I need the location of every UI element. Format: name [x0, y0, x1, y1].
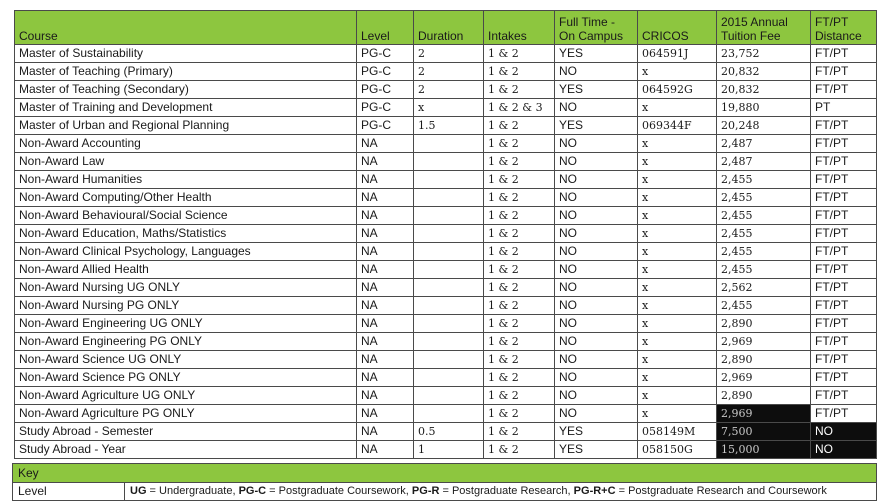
- cell-mode: NO: [811, 423, 877, 441]
- cell-fulltime: YES: [555, 441, 638, 459]
- cell-cricos: 069344F: [638, 117, 717, 135]
- cell-course: Master of Sustainability: [15, 45, 357, 63]
- cell-fee: 2,455: [717, 171, 811, 189]
- cell-fulltime: NO: [555, 207, 638, 225]
- cell-level: NA: [357, 297, 414, 315]
- cell-duration: [414, 261, 484, 279]
- cell-mode: FT/PT: [811, 243, 877, 261]
- cell-fee: 2,455: [717, 261, 811, 279]
- cell-intakes: 1 & 2: [484, 225, 555, 243]
- cell-cricos: x: [638, 351, 717, 369]
- cell-fulltime: NO: [555, 171, 638, 189]
- cell-fee: 20,248: [717, 117, 811, 135]
- table-header-row: [15, 11, 877, 45]
- cell-fee: 20,832: [717, 63, 811, 81]
- cell-intakes: 1 & 2: [484, 315, 555, 333]
- table-row: [15, 351, 877, 369]
- cell-mode: FT/PT: [811, 81, 877, 99]
- cell-intakes: 1 & 2 & 3: [484, 99, 555, 117]
- table-row: [15, 171, 877, 189]
- cell-course: Non-Award Humanities: [15, 171, 357, 189]
- cell-mode: FT/PT: [811, 207, 877, 225]
- table-row: [15, 63, 877, 81]
- cell-duration: [414, 315, 484, 333]
- cell-cricos: x: [638, 99, 717, 117]
- cell-mode: FT/PT: [811, 279, 877, 297]
- cell-intakes: 1 & 2: [484, 189, 555, 207]
- cell-intakes: 1 & 2: [484, 81, 555, 99]
- cell-intakes: 1 & 2: [484, 153, 555, 171]
- cell-mode: FT/PT: [811, 297, 877, 315]
- cell-course: Non-Award Agriculture UG ONLY: [15, 387, 357, 405]
- cell-mode: FT/PT: [811, 135, 877, 153]
- cell-cricos: x: [638, 153, 717, 171]
- cell-fulltime: NO: [555, 261, 638, 279]
- cell-level: NA: [357, 423, 414, 441]
- table-row: [15, 99, 877, 117]
- cell-course: Non-Award Behavioural/Social Science: [15, 207, 357, 225]
- table-row: [15, 81, 877, 99]
- cell-duration: [414, 207, 484, 225]
- cell-duration: [414, 369, 484, 387]
- cell-course: Non-Award Nursing PG ONLY: [15, 297, 357, 315]
- key-title-row: [13, 464, 877, 483]
- cell-fulltime: YES: [555, 81, 638, 99]
- table-row: [15, 315, 877, 333]
- cell-cricos: x: [638, 63, 717, 81]
- cell-mode: FT/PT: [811, 405, 877, 423]
- key-abbr: PG-C: [238, 485, 267, 497]
- cell-mode: FT/PT: [811, 45, 877, 63]
- cell-cricos: x: [638, 261, 717, 279]
- cell-fulltime: NO: [555, 225, 638, 243]
- cell-duration: 2: [414, 81, 484, 99]
- cell-cricos: 058150G: [638, 441, 717, 459]
- cell-fee: 2,890: [717, 387, 811, 405]
- cell-duration: [414, 225, 484, 243]
- cell-level: NA: [357, 405, 414, 423]
- table-body: [15, 45, 877, 459]
- cell-cricos: x: [638, 387, 717, 405]
- key-abbr: UG: [130, 485, 147, 497]
- cell-fee: 19,880: [717, 99, 811, 117]
- cell-course: Master of Urban and Regional Planning: [15, 117, 357, 135]
- cell-course: Non-Award Science PG ONLY: [15, 369, 357, 387]
- cell-intakes: 1 & 2: [484, 207, 555, 225]
- cell-mode: FT/PT: [811, 189, 877, 207]
- table-row: [15, 423, 877, 441]
- cell-course: Non-Award Engineering UG ONLY: [15, 315, 357, 333]
- cell-duration: [414, 171, 484, 189]
- cell-fulltime: NO: [555, 387, 638, 405]
- key-level-definitions: UG = Undergraduate, PG-C = Postgraduate Coursework, PG-R = Postgraduate Research, PG-R+C = Postgraduate Research and Coursework: [125, 483, 877, 501]
- header-course: Course: [15, 11, 357, 45]
- cell-course: Master of Teaching (Primary): [15, 63, 357, 81]
- cell-fee: 2,969: [717, 333, 811, 351]
- cell-cricos: x: [638, 297, 717, 315]
- cell-course: Non-Award Clinical Psychology, Languages: [15, 243, 357, 261]
- cell-intakes: 1 & 2: [484, 261, 555, 279]
- cell-duration: [414, 135, 484, 153]
- table-row: [15, 369, 877, 387]
- cell-course: Master of Training and Development: [15, 99, 357, 117]
- cell-mode: FT/PT: [811, 351, 877, 369]
- key-title: Key: [13, 464, 877, 483]
- cell-cricos: 064591J: [638, 45, 717, 63]
- cell-level: NA: [357, 387, 414, 405]
- cell-intakes: 1 & 2: [484, 279, 555, 297]
- cell-course: Non-Award Science UG ONLY: [15, 351, 357, 369]
- cell-fee: 2,455: [717, 243, 811, 261]
- cell-cricos: x: [638, 225, 717, 243]
- cell-fee: 2,969: [717, 405, 811, 423]
- cell-duration: [414, 243, 484, 261]
- cell-fee: 15,000: [717, 441, 811, 459]
- cell-intakes: 1 & 2: [484, 369, 555, 387]
- key-meaning: Postgraduate Research and Coursework: [628, 485, 827, 497]
- cell-mode: FT/PT: [811, 171, 877, 189]
- cell-intakes: 1 & 2: [484, 171, 555, 189]
- cell-intakes: 1 & 2: [484, 45, 555, 63]
- key-meaning: Postgraduate Research: [451, 485, 568, 497]
- cell-intakes: 1 & 2: [484, 333, 555, 351]
- cell-duration: [414, 153, 484, 171]
- cell-duration: [414, 297, 484, 315]
- cell-level: NA: [357, 225, 414, 243]
- table-row: [15, 243, 877, 261]
- key-abbr: PG-R: [411, 485, 440, 497]
- cell-fulltime: NO: [555, 153, 638, 171]
- table-row: [15, 189, 877, 207]
- table-row: [15, 441, 877, 459]
- cell-level: NA: [357, 315, 414, 333]
- cell-cricos: x: [638, 243, 717, 261]
- cell-duration: 2: [414, 45, 484, 63]
- cell-mode: FT/PT: [811, 315, 877, 333]
- cell-course: Non-Award Engineering PG ONLY: [15, 333, 357, 351]
- cell-level: NA: [357, 135, 414, 153]
- cell-course: Non-Award Law: [15, 153, 357, 171]
- cell-level: NA: [357, 261, 414, 279]
- cell-cricos: x: [638, 207, 717, 225]
- cell-course: Non-Award Nursing UG ONLY: [15, 279, 357, 297]
- key-abbr: PG-R+C: [573, 485, 616, 497]
- cell-fulltime: YES: [555, 423, 638, 441]
- course-fee-table: [14, 10, 877, 459]
- table-row: [15, 261, 877, 279]
- cell-course: Non-Award Education, Maths/Statistics: [15, 225, 357, 243]
- cell-fulltime: NO: [555, 99, 638, 117]
- cell-fulltime: NO: [555, 405, 638, 423]
- cell-fulltime: NO: [555, 63, 638, 81]
- cell-cricos: x: [638, 171, 717, 189]
- cell-fulltime: NO: [555, 351, 638, 369]
- key-level-label: Level: [13, 483, 125, 501]
- cell-fee: 2,455: [717, 297, 811, 315]
- cell-fulltime: NO: [555, 279, 638, 297]
- cell-level: PG-C: [357, 81, 414, 99]
- cell-duration: [414, 387, 484, 405]
- cell-duration: 0.5: [414, 423, 484, 441]
- cell-level: NA: [357, 171, 414, 189]
- header-mode: FT/PT Distance: [811, 11, 877, 45]
- cell-fulltime: NO: [555, 369, 638, 387]
- cell-mode: FT/PT: [811, 387, 877, 405]
- cell-cricos: x: [638, 315, 717, 333]
- cell-fulltime: NO: [555, 189, 638, 207]
- cell-course: Non-Award Computing/Other Health: [15, 189, 357, 207]
- cell-fulltime: NO: [555, 135, 638, 153]
- cell-cricos: x: [638, 189, 717, 207]
- key-level-row: [13, 483, 877, 501]
- cell-mode: FT/PT: [811, 369, 877, 387]
- cell-level: PG-C: [357, 99, 414, 117]
- cell-fee: 2,969: [717, 369, 811, 387]
- cell-mode: FT/PT: [811, 153, 877, 171]
- cell-intakes: 1 & 2: [484, 423, 555, 441]
- cell-mode: FT/PT: [811, 333, 877, 351]
- cell-duration: x: [414, 99, 484, 117]
- cell-duration: [414, 189, 484, 207]
- cell-mode: FT/PT: [811, 225, 877, 243]
- cell-level: NA: [357, 243, 414, 261]
- cell-level: PG-C: [357, 117, 414, 135]
- cell-fulltime: NO: [555, 315, 638, 333]
- cell-course: Study Abroad - Year: [15, 441, 357, 459]
- cell-cricos: x: [638, 405, 717, 423]
- cell-level: NA: [357, 333, 414, 351]
- cell-fee: 2,487: [717, 153, 811, 171]
- table-row: [15, 387, 877, 405]
- cell-mode: FT/PT: [811, 117, 877, 135]
- table-row: [15, 279, 877, 297]
- cell-intakes: 1 & 2: [484, 405, 555, 423]
- cell-course: Non-Award Accounting: [15, 135, 357, 153]
- table-row: [15, 117, 877, 135]
- cell-cricos: x: [638, 279, 717, 297]
- cell-fee: 2,487: [717, 135, 811, 153]
- cell-fee: 2,562: [717, 279, 811, 297]
- header-intakes: Intakes: [484, 11, 555, 45]
- cell-mode: PT: [811, 99, 877, 117]
- cell-level: NA: [357, 369, 414, 387]
- key-table: [12, 463, 877, 501]
- header-fulltime: Full Time - On Campus: [555, 11, 638, 45]
- key-meaning: Postgraduate Coursework: [278, 485, 406, 497]
- cell-fulltime: YES: [555, 45, 638, 63]
- table-row: [15, 225, 877, 243]
- cell-level: NA: [357, 279, 414, 297]
- cell-duration: 1: [414, 441, 484, 459]
- cell-fulltime: NO: [555, 243, 638, 261]
- cell-duration: [414, 351, 484, 369]
- key-meaning: Undergraduate: [159, 485, 233, 497]
- cell-intakes: 1 & 2: [484, 441, 555, 459]
- cell-cricos: x: [638, 135, 717, 153]
- cell-cricos: 058149M: [638, 423, 717, 441]
- header-level: Level: [357, 11, 414, 45]
- cell-intakes: 1 & 2: [484, 63, 555, 81]
- cell-fulltime: NO: [555, 297, 638, 315]
- cell-level: PG-C: [357, 63, 414, 81]
- cell-duration: 2: [414, 63, 484, 81]
- cell-level: NA: [357, 441, 414, 459]
- cell-mode: FT/PT: [811, 63, 877, 81]
- table-row: [15, 45, 877, 63]
- cell-fee: 2,890: [717, 351, 811, 369]
- header-cricos: CRICOS: [638, 11, 717, 45]
- cell-cricos: x: [638, 369, 717, 387]
- cell-level: PG-C: [357, 45, 414, 63]
- cell-fulltime: YES: [555, 117, 638, 135]
- cell-duration: [414, 405, 484, 423]
- table-row: [15, 207, 877, 225]
- cell-course: Master of Teaching (Secondary): [15, 81, 357, 99]
- cell-fee: 2,455: [717, 207, 811, 225]
- table-row: [15, 297, 877, 315]
- cell-intakes: 1 & 2: [484, 117, 555, 135]
- table-row: [15, 405, 877, 423]
- cell-cricos: x: [638, 333, 717, 351]
- cell-intakes: 1 & 2: [484, 135, 555, 153]
- cell-fee: 2,890: [717, 315, 811, 333]
- cell-level: NA: [357, 351, 414, 369]
- cell-duration: [414, 279, 484, 297]
- cell-intakes: 1 & 2: [484, 351, 555, 369]
- table-row: [15, 135, 877, 153]
- cell-level: NA: [357, 153, 414, 171]
- cell-fee: 20,832: [717, 81, 811, 99]
- cell-intakes: 1 & 2: [484, 243, 555, 261]
- cell-fee: 23,752: [717, 45, 811, 63]
- cell-course: Non-Award Agriculture PG ONLY: [15, 405, 357, 423]
- cell-level: NA: [357, 207, 414, 225]
- cell-fee: 2,455: [717, 189, 811, 207]
- cell-intakes: 1 & 2: [484, 297, 555, 315]
- cell-cricos: 064592G: [638, 81, 717, 99]
- table-row: [15, 153, 877, 171]
- cell-mode: NO: [811, 441, 877, 459]
- table-row: [15, 333, 877, 351]
- cell-course: Study Abroad - Semester: [15, 423, 357, 441]
- header-fee: 2015 Annual Tuition Fee: [717, 11, 811, 45]
- cell-fee: 7,500: [717, 423, 811, 441]
- cell-mode: FT/PT: [811, 261, 877, 279]
- cell-fee: 2,455: [717, 225, 811, 243]
- cell-duration: 1.5: [414, 117, 484, 135]
- cell-fulltime: NO: [555, 333, 638, 351]
- header-duration: Duration: [414, 11, 484, 45]
- cell-course: Non-Award Allied Health: [15, 261, 357, 279]
- cell-intakes: 1 & 2: [484, 387, 555, 405]
- cell-duration: [414, 333, 484, 351]
- cell-level: NA: [357, 189, 414, 207]
